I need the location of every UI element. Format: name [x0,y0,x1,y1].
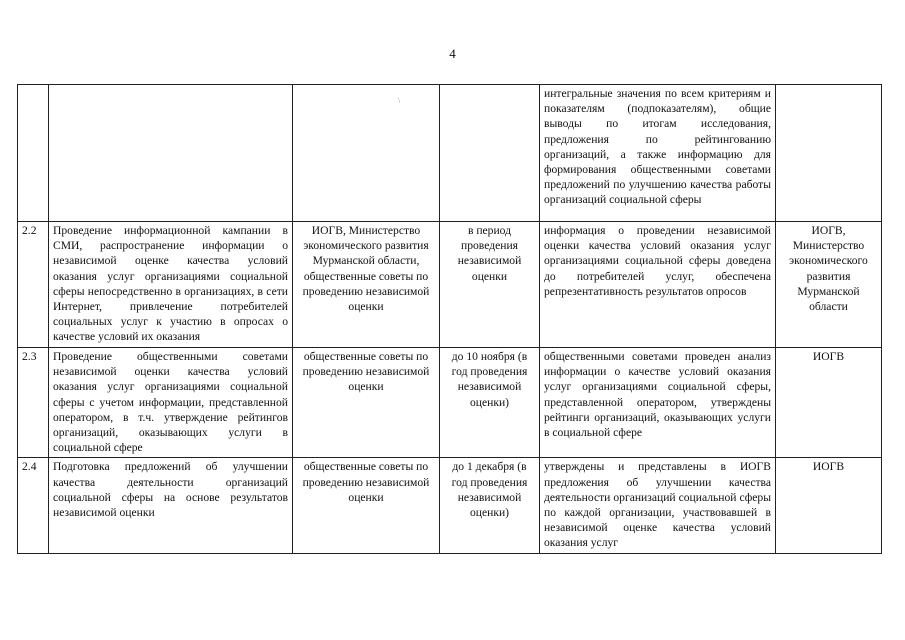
table-row [18,222,882,348]
activity-cell: Проведение информационной кампании в СМИ, распространение информации о независимой оценке качества условий оказания услуг организациями социальной сферы непосредственно в организациях, в сети Интернет, привлечение потребителей социальных услуг к участию в опросах о качестве условий их оказания [49,222,293,348]
activity-cell: Подготовка предложений об улучшении качества деятельности организаций социальной сферы на основе результатов независимой оценки [49,458,293,553]
responsible-cell: ИОГВ, Министерство экономического развития Мурманской области, общественные советы по проведению независимой оценки [293,222,440,348]
result-cell: общественными советами проведен анализ информации о качестве условий оказания услуг организациями социальной сферы, представленной оператором, утверждены рейтинги организаций, оказывающих услуги в социальной сфере [540,348,776,458]
table-row [18,458,882,553]
table-row [18,85,882,222]
controller-cell: ИОГВ [776,458,882,553]
responsible-cell: общественные советы по проведению независимой оценки [293,348,440,458]
responsible-cell [293,85,440,222]
table-row [18,348,882,458]
row-number: 2.2 [18,222,49,348]
deadline-cell: до 1 декабря (в год проведения независимой оценки) [440,458,540,553]
deadline-cell: в период проведения независимой оценки [440,222,540,348]
responsible-cell: общественные советы по проведению независимой оценки [293,458,440,553]
page-number: 4 [449,46,456,61]
result-cell: интегральные значения по всем критериям и показателям (подпоказателям), общие выводы по итогам исследования, предложения по рейтингованию организаций, а также информацию для формирования общественными советами предложений по улучшению качества работы организаций социальной сферы [540,85,776,222]
result-cell: утверждены и представлены в ИОГВ предложения об улучшении качества деятельности организаций социальной сферы по каждой организации, участвовавшей в независимой оценке качества условий оказания услуг [540,458,776,553]
deadline-cell [440,85,540,222]
controller-cell [776,85,882,222]
deadline-cell: до 10 ноября (в год проведения независимой оценки) [440,348,540,458]
result-cell: информация о проведении независимой оценки качества условий оказания услуг организациями социальной сферы доведена до потребителей услуг, обеспечена репрезентативность результатов опросов [540,222,776,348]
row-number [18,85,49,222]
scan-speck: \ [398,96,401,105]
row-number: 2.3 [18,348,49,458]
activity-cell [49,85,293,222]
row-number: 2.4 [18,458,49,553]
controller-cell: ИОГВ [776,348,882,458]
controller-cell: ИОГВ, Министерство экономического развития Мурманской области [776,222,882,348]
activity-plan-table [17,84,882,554]
activity-cell: Проведение общественными советами независимой оценки качества условий оказания услуг организациями социальной сферы с учетом информации, представленной оператором, в т.ч. утверждение рейтингов организаций, оказывающих услуги в социальной сфере [49,348,293,458]
